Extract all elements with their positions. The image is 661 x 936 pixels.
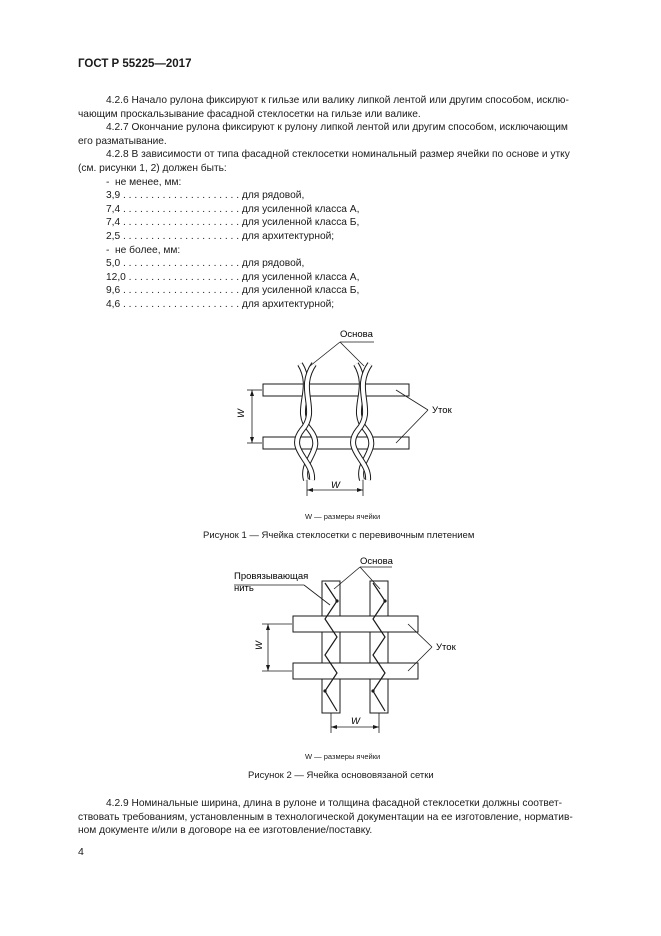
leader-line — [334, 567, 360, 589]
figure-2-caption: Рисунок 2 — Ячейка основовязаной сетки — [248, 770, 434, 781]
max-label: - не более, мм: — [106, 244, 181, 256]
label-osnova: Основа — [360, 556, 393, 567]
leader-line — [396, 410, 428, 443]
figure-2-legend: W — размеры ячейки — [305, 752, 381, 761]
leader-line — [396, 390, 428, 410]
min-row: 7,4 . . . . . . . . . . . . . . . . . . . . . для усиленной класса А, — [106, 203, 360, 215]
leader-line — [340, 342, 364, 366]
min-row: 7,4 . . . . . . . . . . . . . . . . . . . . . для усиленной класса Б, — [106, 217, 360, 229]
label-osnova: Основа — [340, 329, 373, 340]
label-utok: Уток — [432, 405, 452, 416]
label-binding-thread: Провязывающая — [234, 571, 309, 582]
leader-line — [310, 342, 340, 366]
weft-bar — [263, 437, 409, 449]
weft-bar — [293, 616, 418, 632]
paragraph-4-2-9: 4.2.9 Номинальные ширина, длина в рулоне и толщина фасадной стеклосетки должны соответ- — [106, 798, 563, 809]
min-row: 2,5 . . . . . . . . . . . . . . . . . . . . . для архитектурной; — [106, 231, 335, 242]
paragraph-4-2-6: 4.2.6 Начало рулона фиксируют к гильзе или валику липкой лентой или другим способом, исклю- — [106, 95, 569, 106]
max-row: 5,0 . . . . . . . . . . . . . . . . . . . . . для рядовой, — [106, 258, 305, 270]
paragraph-4-2-7: 4.2.7 Окончание рулона фиксируют к рулону липкой лентой или другим способом, исключающим — [106, 122, 568, 134]
min-label: - не менее, мм: — [106, 176, 182, 188]
label-w-vertical: W — [236, 409, 247, 418]
label-binding-thread-2: нить — [234, 583, 254, 594]
paragraph-4-2-9-cont: ствовать требованиям, установленным в технологической документации на ее изготовление, норматив- — [78, 811, 573, 823]
paragraph-4-2-9-cont: ном документе и/или в договоре на ее изготовление/поставку. — [78, 825, 373, 837]
max-row: 9,6 . . . . . . . . . . . . . . . . . . . . . для усиленной класса Б, — [106, 285, 360, 297]
paragraph-4-2-6-cont: чающим проскальзывание фасадной стеклосетки на гильзе или валике. — [78, 108, 421, 120]
figure-1-legend: W — размеры ячейки — [305, 512, 381, 521]
max-row: 12,0 . . . . . . . . . . . . . . . . . . . . для усиленной класса А, — [106, 271, 360, 283]
label-w-horizontal: W — [351, 716, 360, 727]
paragraph-4-2-8-cont: (см. рисунки 1, 2) должен быть: — [78, 163, 227, 174]
document-header: ГОСТ Р 55225—2017 — [78, 58, 192, 70]
weft-bar — [293, 663, 418, 679]
page-number: 4 — [78, 846, 84, 858]
label-w-horizontal: W — [331, 480, 340, 491]
max-row: 4,6 . . . . . . . . . . . . . . . . . . . . . для архитектурной; — [106, 299, 335, 310]
figure-1-leno-weave — [0, 320, 661, 520]
label-utok: Уток — [436, 642, 456, 653]
leader-line — [408, 624, 432, 647]
min-row: 3,9 . . . . . . . . . . . . . . . . . . . . . для рядовой, — [106, 190, 305, 202]
weft-bar — [263, 384, 409, 396]
figure-2-warp-knit — [0, 555, 661, 755]
paragraph-4-2-8: 4.2.8 В зависимости от типа фасадной стеклосетки номинальный размер ячейки по основе и утку — [106, 149, 570, 161]
label-w-vertical: W — [254, 641, 265, 650]
paragraph-4-2-7-cont: его разматывание. — [78, 135, 167, 147]
figure-1-caption: Рисунок 1 — Ячейка стеклосетки с перевивочным плетением — [203, 530, 475, 541]
leader-line — [408, 647, 432, 671]
